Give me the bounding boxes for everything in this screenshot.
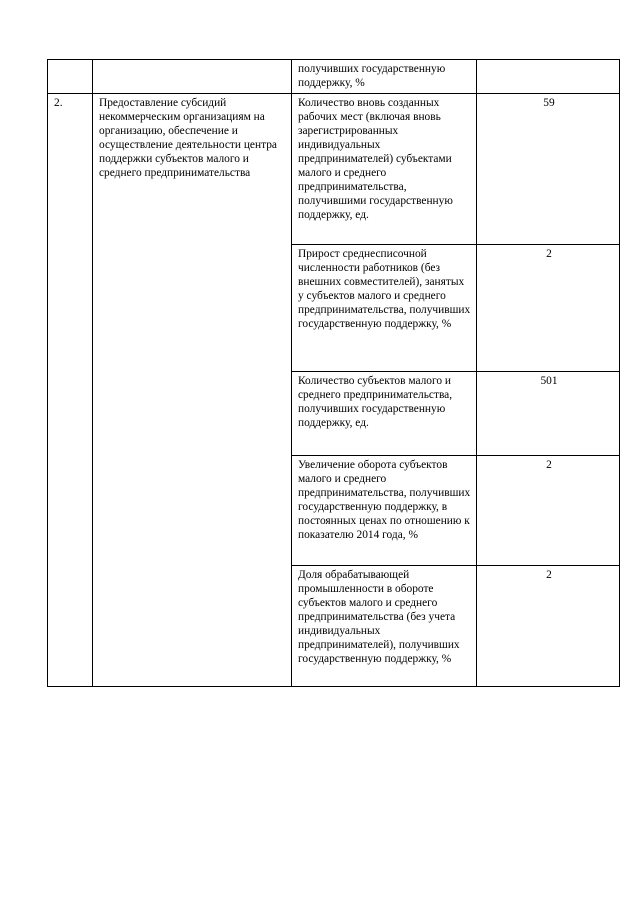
event-name-cell <box>93 60 292 94</box>
table-row <box>48 94 620 245</box>
indicators-table <box>47 59 620 687</box>
value-cell: 2 <box>477 566 620 687</box>
indicator-cell: Прирост среднесписочной численности работников (без внешних совместителей), занятых у субъектов малого и среднего предпринимательства, получивших государственную поддержку, % <box>292 245 477 372</box>
indicator-cell: получивших государственную поддержку, % <box>292 60 477 94</box>
row-number-cell: 2. <box>48 94 93 687</box>
value-cell: 59 <box>477 94 620 245</box>
indicator-cell: Увеличение оборота субъектов малого и среднего предпринимательства, получивших государственную поддержку, в постоянных ценах по отношению к показателю 2014 года, % <box>292 456 477 566</box>
indicator-cell: Доля обрабатывающей промышленности в обороте субъектов малого и среднего предпринимательства (без учета индивидуальных предпринимателей), получивших государственную поддержку, % <box>292 566 477 687</box>
indicator-cell: Количество субъектов малого и среднего предпринимательства, получивших государственную поддержку, ед. <box>292 372 477 456</box>
indicator-cell: Количество вновь созданных рабочих мест (включая вновь зарегистрированных индивидуальных предпринимателей) субъектами малого и среднего предпринимательства, получившими государственную поддержку, ед. <box>292 94 477 245</box>
value-cell: 2 <box>477 456 620 566</box>
table-row <box>48 60 620 94</box>
row-number-cell <box>48 60 93 94</box>
value-cell <box>477 60 620 94</box>
value-cell: 501 <box>477 372 620 456</box>
event-name-cell: Предоставление субсидий некоммерческим организациям на организацию, обеспечение и осуществление деятельности центра поддержки субъектов малого и среднего предпринимательства <box>93 94 292 687</box>
value-cell: 2 <box>477 245 620 372</box>
